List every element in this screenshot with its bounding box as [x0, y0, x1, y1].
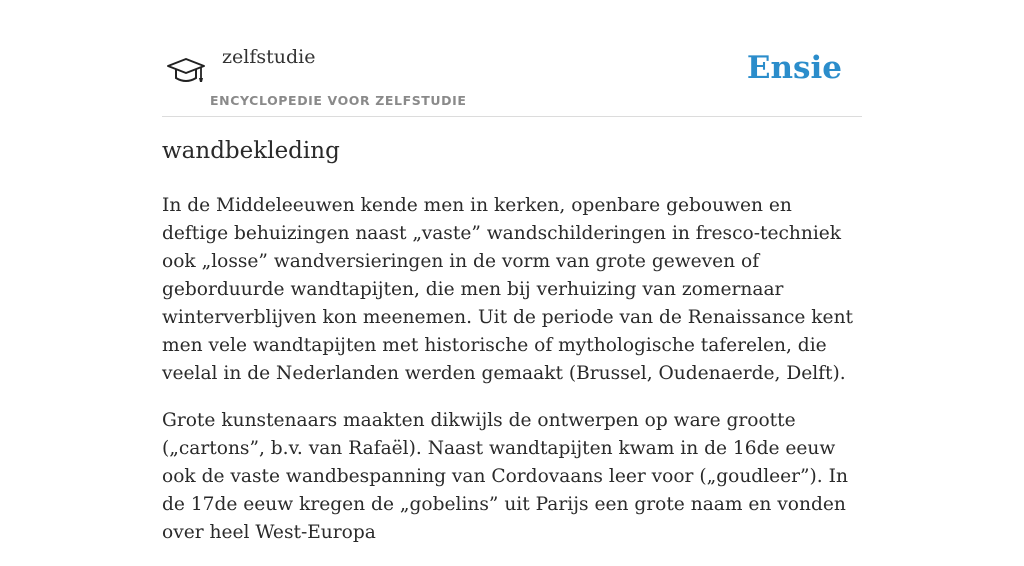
site-name[interactable]: zelfstudie — [222, 46, 316, 68]
site-tagline: ENCYCLOPEDIE VOOR ZELFSTUDIE — [210, 93, 467, 108]
article-paragraph: Grote kunstenaars maakten dikwijls de ontwerpen op ware grootte („cartons”, b.v. van Rafaël). Naast wandtapijten kwam in de 16de eeuw ook de vaste wandbespanning van Cordovaans leer voor („goudleer”). In de 17de eeuw kregen de „gobelins” uit Parijs een grote naam en vonden over heel West-Europa — [162, 410, 848, 543]
graduation-cap-icon[interactable] — [166, 54, 206, 90]
article-paragraph: In de Middeleeuwen kende men in kerken, openbare gebouwen en deftige behuizingen naast „vaste” wandschilderingen in fresco-techniek ook „losse” wandversieringen in de vorm van grote geweven of geborduurde wandtapijten, die men bij verhuizing van zomernaar winterverblijven kon meenemen. Uit de periode van de Renaissance kent men vele wandtapijten met historische of mythologische taferelen, die veelal in de Nederlanden werden gemaakt (Brussel, Oudenaerde, Delft). — [162, 195, 854, 384]
article-body — [162, 192, 862, 566]
site-header — [162, 0, 862, 117]
brand-logo[interactable]: Ensie — [746, 50, 842, 86]
article-title: wandbekleding — [162, 138, 340, 164]
